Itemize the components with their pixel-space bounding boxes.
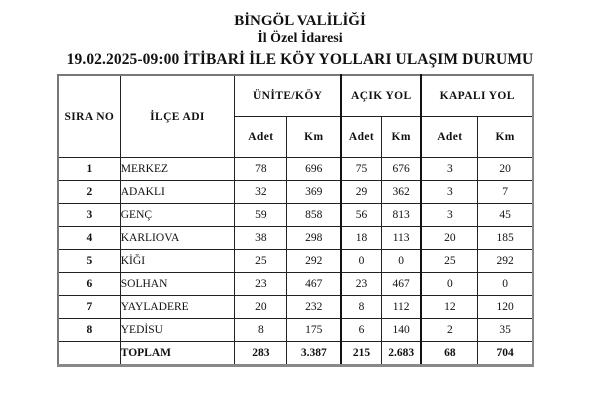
cell-acik-km: 0 <box>381 250 421 273</box>
cell-acik-adet: 56 <box>341 204 381 227</box>
cell-unite-adet: 38 <box>235 227 287 250</box>
cell-acik-adet: 29 <box>341 181 381 204</box>
cell-unite-adet: 78 <box>235 158 287 181</box>
cell-kapali-adet: 20 <box>421 227 477 250</box>
cell-unite-km: 292 <box>287 250 341 273</box>
cell-acik-km: 113 <box>381 227 421 250</box>
cell-unite-adet: 23 <box>235 273 287 296</box>
cell-acik-km: 676 <box>381 158 421 181</box>
document-subtitle: İl Özel İdaresi <box>257 31 343 46</box>
cell-unite-km: 298 <box>287 227 341 250</box>
cell-unite-km: 858 <box>287 204 341 227</box>
cell-ilce: KİĞI <box>120 250 234 273</box>
cell-kapali-adet: 3 <box>421 181 477 204</box>
report-title: 19.02.2025-09:00 İTİBARİ İLE KÖY YOLLARI ULAŞIM DURUMU <box>66 51 534 68</box>
cell-ilce: MERKEZ <box>120 158 234 181</box>
subheader-unite-adet: Adet <box>235 117 287 158</box>
total-kapali-adet: 68 <box>421 342 477 366</box>
cell-kapali-adet: 3 <box>421 158 477 181</box>
cell-ilce: GENÇ <box>120 204 234 227</box>
total-acik-km: 2.683 <box>381 342 421 366</box>
cell-unite-km: 369 <box>287 181 341 204</box>
cell-kapali-km: 292 <box>478 250 533 273</box>
table-row <box>58 158 533 181</box>
cell-unite-adet: 59 <box>235 204 287 227</box>
cell-ilce: SOLHAN <box>120 273 234 296</box>
cell-ilce: ADAKLI <box>120 181 234 204</box>
cell-unite-km: 175 <box>287 319 341 342</box>
cell-kapali-km: 20 <box>478 158 533 181</box>
total-acik-adet: 215 <box>341 342 381 366</box>
cell-kapali-adet: 0 <box>421 273 477 296</box>
total-label: TOPLAM <box>120 342 234 366</box>
cell-acik-adet: 23 <box>341 273 381 296</box>
cell-acik-adet: 8 <box>341 296 381 319</box>
cell-kapali-km: 120 <box>478 296 533 319</box>
cell-sira: 7 <box>58 296 120 319</box>
cell-sira: 8 <box>58 319 120 342</box>
cell-sira: 2 <box>58 181 120 204</box>
cell-unite-km: 232 <box>287 296 341 319</box>
table-row <box>58 273 533 296</box>
cell-unite-km: 467 <box>287 273 341 296</box>
table-row <box>58 319 533 342</box>
subheader-kapali-km: Km <box>478 117 533 158</box>
cell-kapali-km: 7 <box>478 181 533 204</box>
cell-unite-adet: 32 <box>235 181 287 204</box>
table-row <box>58 181 533 204</box>
cell-kapali-km: 35 <box>478 319 533 342</box>
subheader-kapali-adet: Adet <box>421 117 477 158</box>
cell-acik-km: 140 <box>381 319 421 342</box>
table-row <box>58 250 533 273</box>
document-title: BİNGÖL VALİLİĞİ <box>234 13 366 29</box>
subheader-unite-km: Km <box>287 117 341 158</box>
cell-ilce: KARLIOVA <box>120 227 234 250</box>
total-row <box>58 342 533 366</box>
total-unite-km: 3.387 <box>287 342 341 366</box>
total-kapali-km: 704 <box>478 342 533 366</box>
cell-kapali-km: 0 <box>478 273 533 296</box>
header-ilce-adi: İLÇE ADI <box>120 75 234 158</box>
header-kapali-yol: KAPALI YOL <box>421 75 533 117</box>
cell-acik-km: 813 <box>381 204 421 227</box>
cell-kapali-adet: 2 <box>421 319 477 342</box>
table-row <box>58 296 533 319</box>
total-unite-adet: 283 <box>235 342 287 366</box>
cell-acik-km: 467 <box>381 273 421 296</box>
table-row <box>58 204 533 227</box>
cell-ilce: YAYLADERE <box>120 296 234 319</box>
cell-sira: 6 <box>58 273 120 296</box>
cell-acik-km: 362 <box>381 181 421 204</box>
cell-sira-empty <box>58 342 120 366</box>
cell-kapali-adet: 3 <box>421 204 477 227</box>
cell-acik-adet: 18 <box>341 227 381 250</box>
cell-sira: 3 <box>58 204 120 227</box>
cell-kapali-adet: 25 <box>421 250 477 273</box>
table-row <box>58 227 533 250</box>
header-acik-yol: AÇIK YOL <box>341 75 421 117</box>
cell-unite-adet: 20 <box>235 296 287 319</box>
cell-acik-adet: 6 <box>341 319 381 342</box>
cell-sira: 4 <box>58 227 120 250</box>
village-roads-table <box>57 74 534 367</box>
cell-acik-adet: 75 <box>341 158 381 181</box>
cell-ilce: YEDİSU <box>120 319 234 342</box>
cell-acik-km: 112 <box>381 296 421 319</box>
cell-sira: 5 <box>58 250 120 273</box>
header-sira-no: SIRA NO <box>58 75 120 158</box>
cell-unite-km: 696 <box>287 158 341 181</box>
cell-acik-adet: 0 <box>341 250 381 273</box>
cell-kapali-km: 185 <box>478 227 533 250</box>
header-unite-koy: ÜNİTE/KÖY <box>235 75 341 117</box>
subheader-acik-adet: Adet <box>341 117 381 158</box>
cell-sira: 1 <box>58 158 120 181</box>
cell-kapali-km: 45 <box>478 204 533 227</box>
cell-unite-adet: 25 <box>235 250 287 273</box>
subheader-acik-km: Km <box>381 117 421 158</box>
cell-unite-adet: 8 <box>235 319 287 342</box>
cell-kapali-adet: 12 <box>421 296 477 319</box>
